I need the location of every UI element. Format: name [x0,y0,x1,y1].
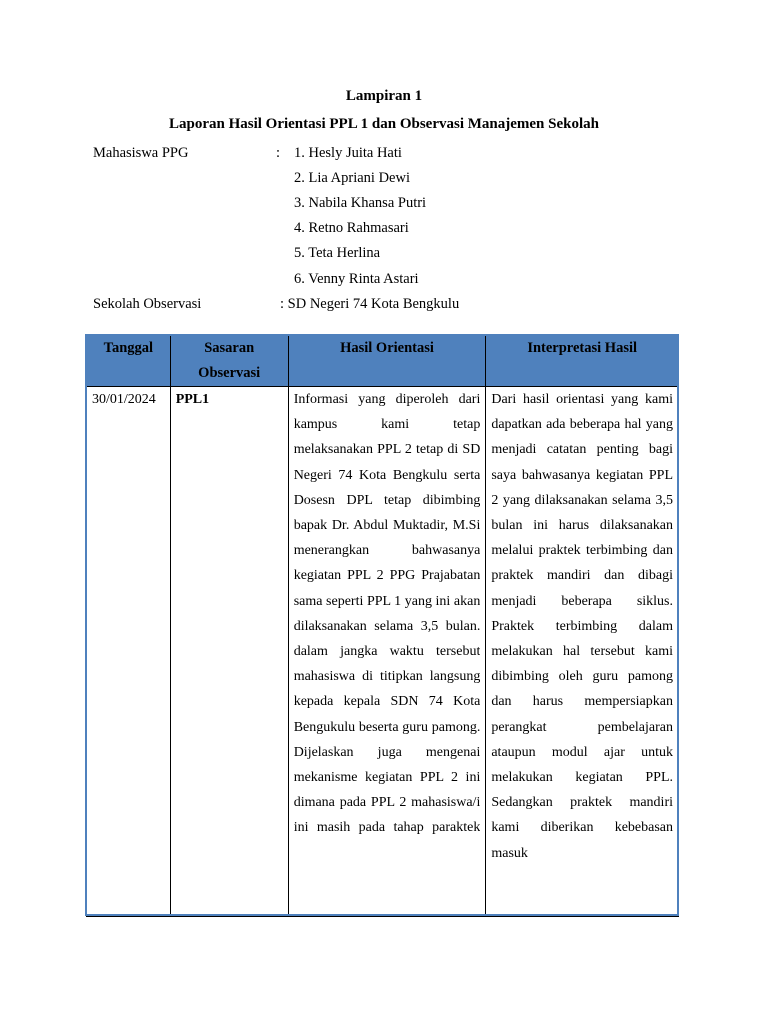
school-label: Sekolah Observasi [93,296,202,312]
observation-table [86,334,679,917]
table-frame-bottom [85,914,679,916]
cell-date: 30/01/2024 [87,387,171,917]
header-result: Hasil Orientasi [288,335,486,387]
header-interpretation: Interpretasi Hasil [486,335,679,387]
student-name: 6. Venny Rinta Astari [294,271,419,287]
result-text: Informasi yang diperoleh dari kampus kami tetap melaksanakan PPL 2 tetap di SD Negeri 74 Kota Bengkulu serta Dosesn DPL tetap dibimbing bapak Dr. Abdul Muktadir, M.Si menerangkan bahwasanya kegiatan PPL 2 PPG Prajabatan sama seperti PPL 1 yang ini akan dilaksanakan selama 3,5 bulan. dalam jangka waktu tersebut mahasiswa di titipkan langsung kepada kepala SDN 74 Kota Bengukulu beserta guru pamong. Dijelaskan juga mengenai mekanisme kegiatan PPL 2 ini dimana pada PPL 2 mahasiswa/i ini masih pada tahap paraktek [293,392,481,836]
student-name: 4. Retno Rahmasari [294,220,409,236]
document-subtitle: Laporan Hasil Orientasi PPL 1 dan Observasi Manajemen Sekolah [168,116,600,132]
student-name: 2. Lia Apriani Dewi [294,170,410,186]
cell-target: PPL1 [170,387,288,917]
header-date: Tanggal [87,335,171,387]
document-title: Lampiran 1 [345,88,423,104]
table-frame-left [85,334,87,916]
students-label: Mahasiswa PPG [93,145,189,161]
header-target: Sasaran Observasi [170,335,288,387]
student-name: 5. Teta Herlina [294,245,381,261]
cell-result [288,387,486,917]
school-value: : SD Negeri 74 Kota Bengkulu [280,296,460,312]
table-header-row [87,335,679,387]
student-name: 3. Nabila Khansa Putri [294,195,427,211]
table-row [87,387,679,917]
student-name: 1. Hesly Juita Hati [294,145,402,161]
cell-interpretation [486,387,679,917]
table-frame-right [677,334,679,916]
students-colon: : [276,145,281,161]
interpretation-text: Dari hasil orientasi yang kami dapatkan ada beberapa hal yang menjadi catatan penting bagi saya bahwasanya kegiatan PPL 2 yang dilaksanakan selama 3,5 bulan ini harus dilaksanakan melalui praktek terbimbing dan praktek mandiri dan dibagi menjadi beberapa siklus. Praktek terbimbing dalam melakukan hal tersebut kami dibimbing oleh guru pamong dan harus mempersiapkan perangkat pembelajaran ataupun modul ajar untuk melakukan kegiatan PPL. Sedangkan praktek mandiri kami diberikan kebebasan masuk [491,392,673,861]
